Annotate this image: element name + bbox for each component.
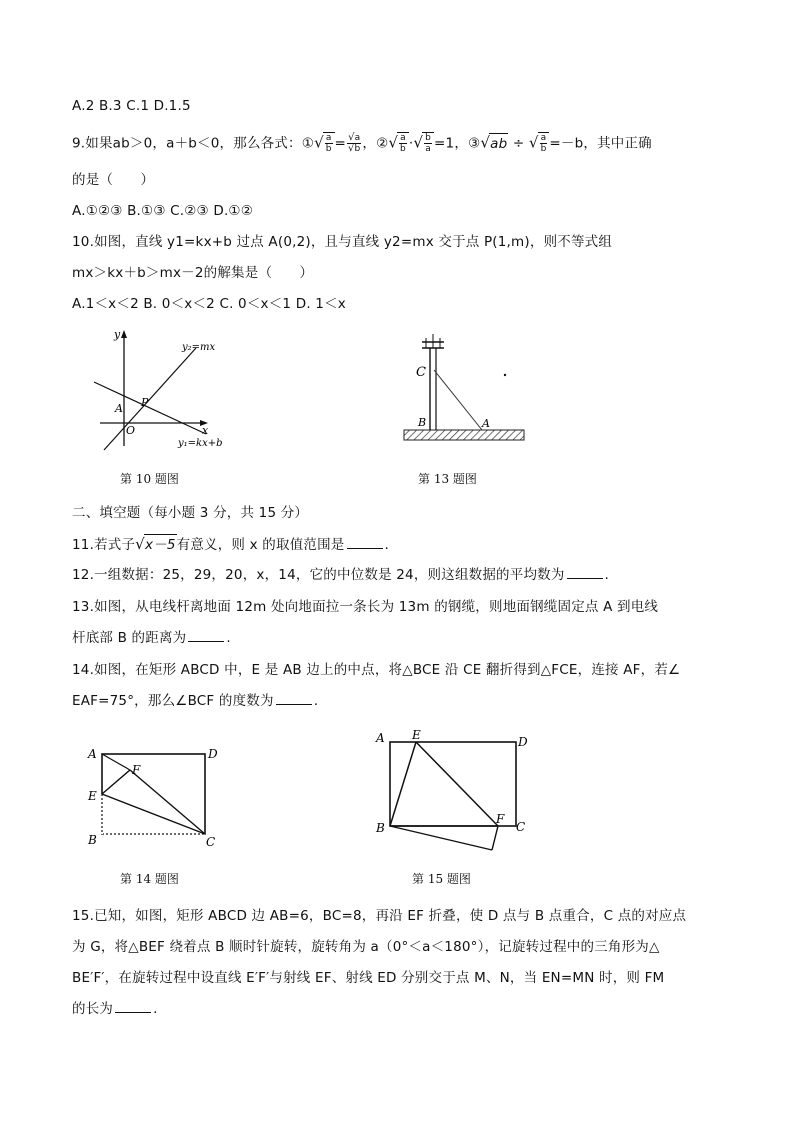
ground [404, 430, 524, 440]
q15-line3: BE′F′，在旋转过程中设直线 E′F′与射线 EF、射线 ED 分别交于点 M、N，当 EN=MN 时，则 FM [72, 970, 665, 986]
answer-blank [188, 641, 224, 642]
label-A: A [88, 747, 97, 761]
label-P: P [141, 396, 149, 409]
fig13-caption: 第 13 题图 [418, 472, 477, 486]
q14-line2: EAF=75°，那么∠BCF 的度数为 . [72, 693, 319, 709]
label-D: D [208, 747, 218, 761]
label-F: F [132, 763, 141, 777]
label-E: E [88, 789, 97, 803]
q15-line2: 为 G，将△BEF 绕着点 B 顺时针旋转，旋转角为 a（0°＜a＜180°），记旋转过程中的三角形为△ [72, 939, 660, 955]
label-A: A [115, 402, 123, 415]
q10-line1: 10.如图，直线 y1=kx+b 过点 A(0,2)，且与直线 y2=mx 交于点 P(1,m)，则不等式组 [72, 234, 613, 250]
q10-line2: mx＞kx＋b＞mx－2的解集是（ ） [72, 265, 314, 281]
figure-13 [398, 328, 528, 446]
q9-line1: 9.如果ab＞0，a＋b＜0，那么各式：①√ $\frac{a}{b}$ = $\frac{√a}{√b}$ ，②√ $\frac{a}{b}$ ·√ $\frac{b}{a}$ =1，③√ab ÷ √ $\frac{a}{b}$ =－b，其中正确 [72, 132, 652, 154]
q15-line1: 15.已知，如图，矩形 ABCD 边 AB=6，BC=8，再沿 EF 折叠，使 D 点与 B 点重合，C 点的对应点 [72, 908, 687, 924]
answer-blank [115, 1012, 151, 1013]
label-B: B [88, 833, 97, 847]
q14-line1: 14.如图，在矩形 ABCD 中，E 是 AB 边上的中点，将△BCE 沿 CE 翻折得到△FCE，连接 AF，若∠ [72, 662, 681, 678]
q15-line4: 的长为 . [72, 1001, 158, 1017]
figure-14 [84, 742, 234, 852]
q9-choice1: ① [301, 135, 315, 152]
label-F: F [496, 812, 505, 826]
answer-blank [347, 548, 383, 549]
q9-options: A.①②③ B.①③ C.②③ D.①② [72, 203, 254, 219]
q13-line2: 杆底部 B 的距离为 . [72, 630, 231, 646]
line-y1 [94, 382, 206, 434]
fig10-caption: 第 10 题图 [120, 472, 179, 486]
line-y2 [104, 348, 196, 450]
label-A: A [482, 417, 490, 430]
q12: 12.一组数据：25，29，20，x，14，它的中位数是 24，则这组数据的平均数为 . [72, 567, 610, 583]
label-E: E [412, 728, 421, 742]
cable [434, 370, 482, 430]
q9-prefix: 9.如果ab＞0，a＋b＜0，那么各式： [72, 135, 302, 152]
label-O: O [126, 424, 136, 437]
q9-choice2: ② [376, 135, 389, 152]
label-D: D [518, 735, 528, 749]
label-B: B [376, 821, 385, 835]
label-B: B [418, 416, 427, 429]
label-y2: y₂=mx [182, 342, 216, 353]
q13-line1: 13.如图，从电线杆离地面 12m 处向地面拉一条长为 13m 的钢缆，则地面钢缆固定点 A 到电线 [72, 599, 659, 615]
q8-options: A.2 B.3 C.1 D.1.5 [72, 98, 191, 114]
label-x: x [202, 424, 209, 437]
fig14-caption: 第 14 题图 [120, 872, 179, 886]
label-C: C [206, 835, 216, 849]
answer-blank [567, 578, 603, 579]
label-y: y [114, 328, 121, 341]
label-y1: y₁=kx+b [178, 438, 223, 449]
q9-choice3: ③ [468, 135, 481, 152]
section-2-heading: 二、填空题（每小题 3 分，共 15 分） [72, 505, 309, 521]
label-C: C [416, 365, 426, 380]
label-A: A [376, 731, 385, 745]
figure-15 [372, 728, 542, 858]
figure-10 [86, 326, 246, 456]
label-C: C [516, 820, 526, 834]
answer-blank [276, 704, 312, 705]
q10-options: A.1＜x＜2 B. 0＜x＜2 C. 0＜x＜1 D. 1＜x [72, 296, 346, 312]
fig15-caption: 第 15 题图 [412, 872, 471, 886]
q9-line2: 的是（ ） [72, 172, 155, 188]
q11: 11.若式子√x－5有意义，则 x 的取值范围是 . [72, 535, 389, 553]
